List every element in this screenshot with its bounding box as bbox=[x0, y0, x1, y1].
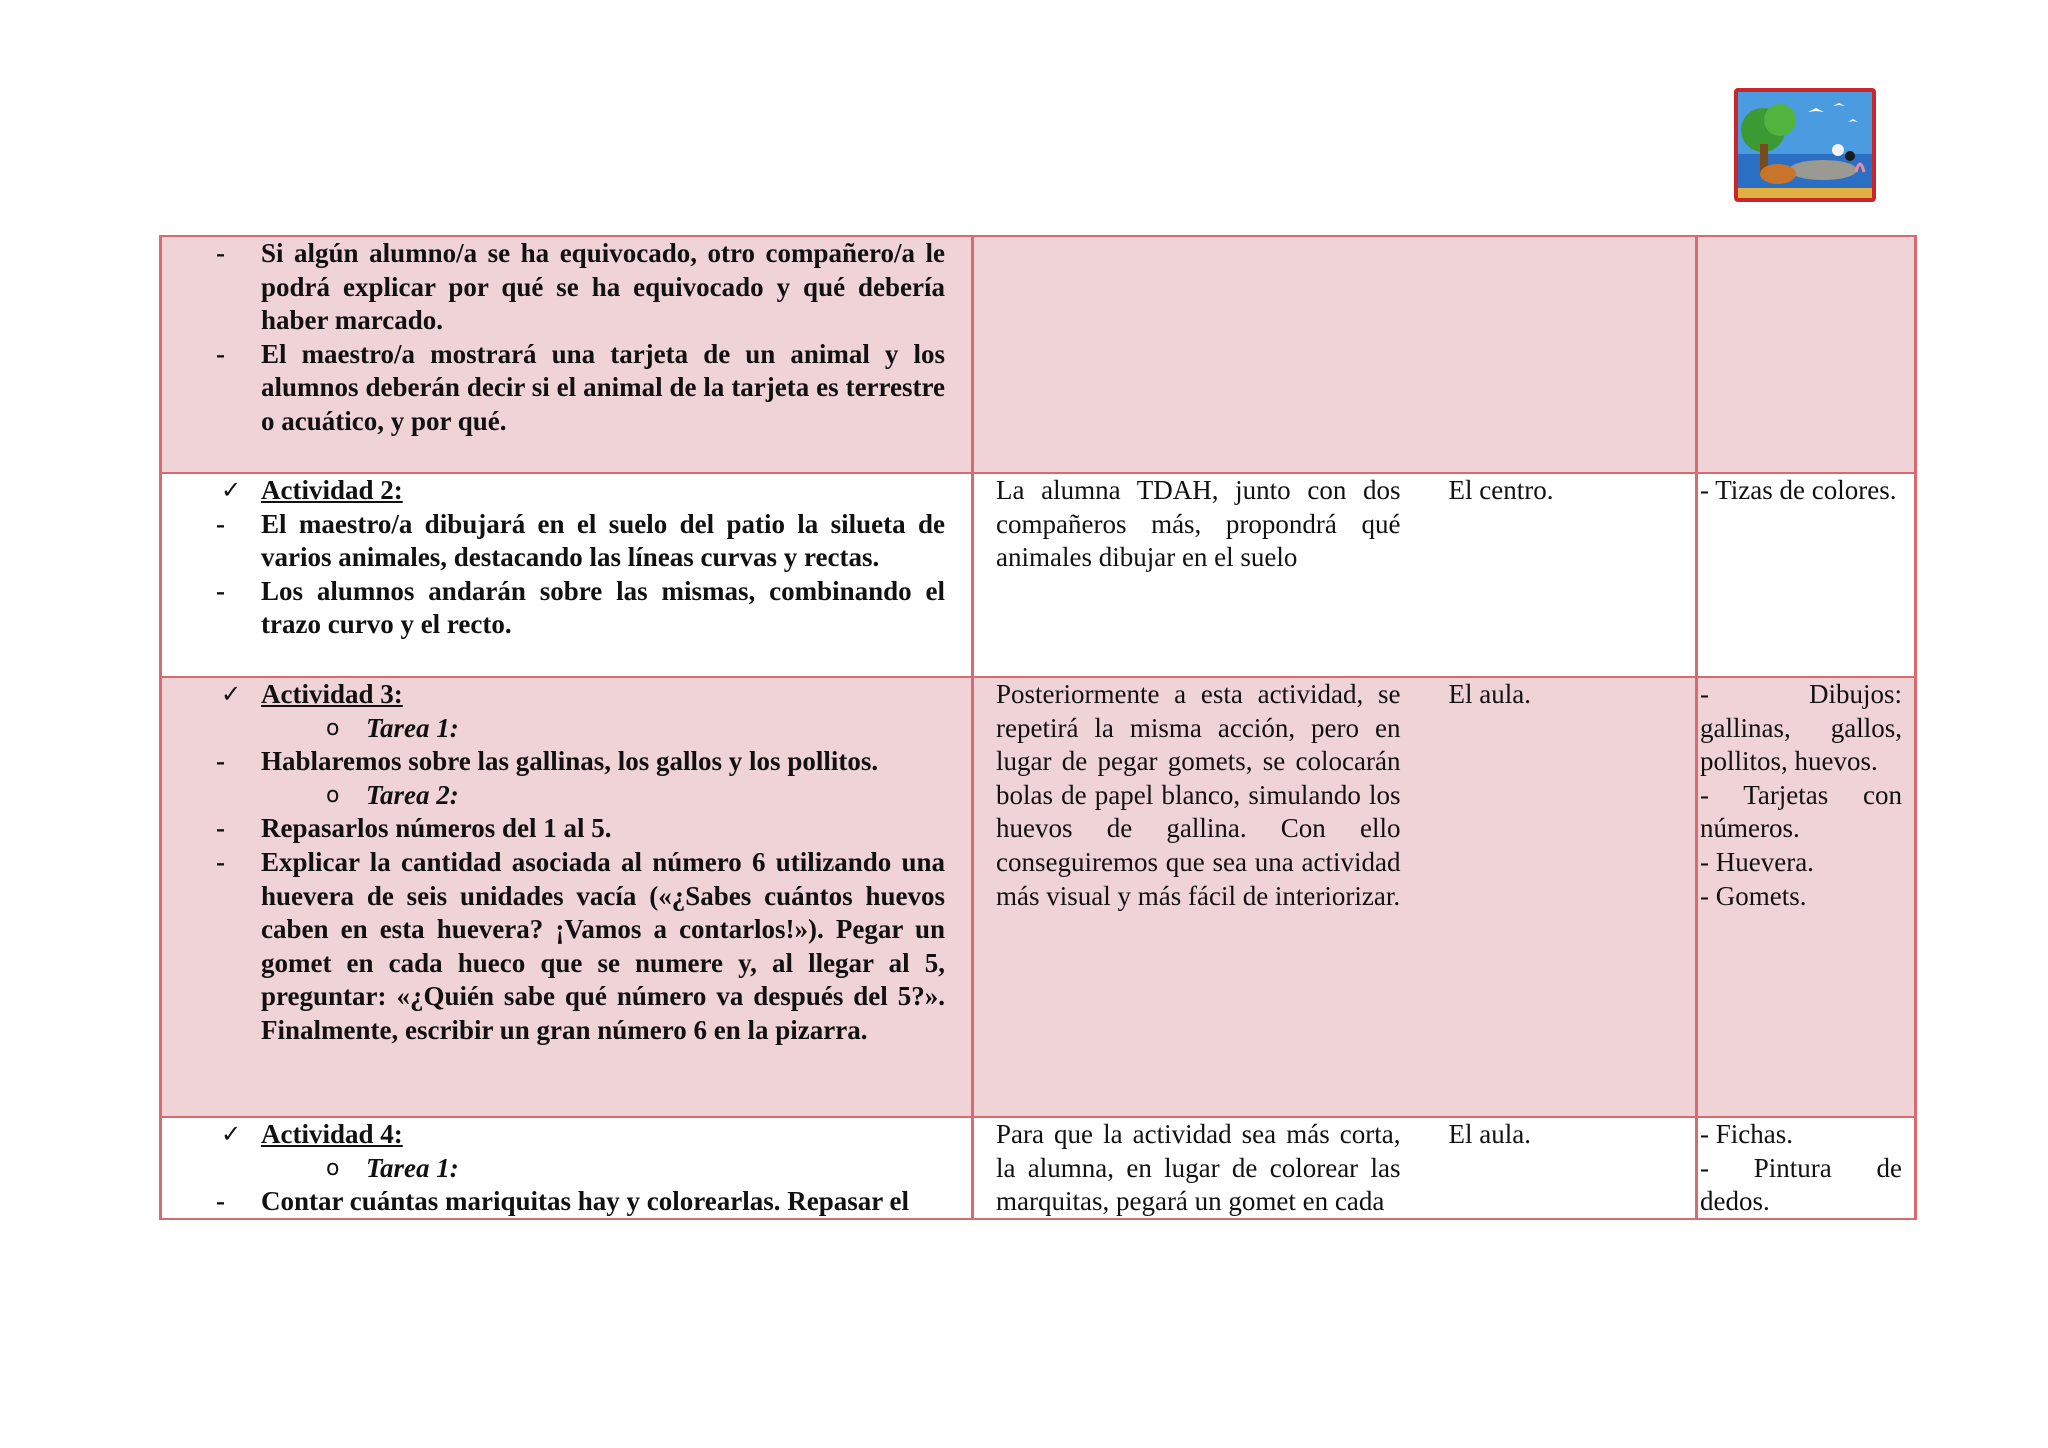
list-item: - Contar cuántas mariquitas hay y colorearlas. Repasar el bbox=[216, 1186, 909, 1217]
adaptation-cell bbox=[973, 236, 1421, 473]
resources-cell bbox=[1697, 473, 1916, 677]
table-row bbox=[161, 677, 1916, 1117]
bullet-circle-icon: o bbox=[326, 715, 340, 741]
place-cell: El aula. bbox=[1421, 1117, 1697, 1219]
activity-cell bbox=[161, 473, 973, 677]
check-icon: ✓ bbox=[221, 476, 242, 504]
resources-cell bbox=[1697, 677, 1916, 1117]
list-item: - El maestro/a dibujará en el suelo del patio la silueta de varios animales, destacando las líneas curvas y rectas. bbox=[216, 508, 945, 573]
illustration-logo bbox=[1734, 88, 1876, 202]
place-cell: El centro. bbox=[1421, 473, 1697, 677]
activity-heading: ✓ Actividad 3: bbox=[216, 678, 945, 712]
resource-item: - Tarjetas con números. bbox=[1700, 779, 1902, 844]
adaptation-cell: Para que la actividad sea más corta, la alumna, en lugar de colorear las marquitas, pegará un gomet en cada bbox=[973, 1117, 1421, 1219]
place-cell bbox=[1421, 236, 1697, 473]
table-row bbox=[161, 236, 1916, 473]
task-heading: o Tarea 1: bbox=[216, 712, 945, 746]
list-item: - Los alumnos andarán sobre las mismas, combinando el trazo curvo y el recto. bbox=[216, 575, 945, 640]
resource-item: - Pintura de dedos. bbox=[1700, 1152, 1902, 1217]
check-icon: ✓ bbox=[221, 680, 242, 708]
activity-cell bbox=[161, 236, 973, 473]
list-item: - El maestro/a mostrará una tarjeta de un animal y los alumnos deberán decir si el animal de la tarjeta es terrestre o acuático, y por qué. bbox=[216, 338, 945, 436]
resource-item: - Tizas de colores. bbox=[1700, 475, 1897, 505]
activity-heading: ✓ Actividad 2: bbox=[216, 474, 945, 508]
list-item: - Explicar la cantidad asociada al número 6 utilizando una huevera de seis unidades vacía («¿Sabes cuántos huevos caben en esta huevera? ¡Vamos a contarlos!»). Pegar un gomet en cada hueco que se numere y, al llegar al 5, preguntar: «¿Quién sabe qué número va después del 5?». Finalmente, escribir un gran número 6 en la pizarra. bbox=[216, 846, 945, 1045]
bullet-circle-icon: o bbox=[326, 782, 340, 808]
resources-cell bbox=[1697, 1117, 1916, 1219]
list-item: - Si algún alumno/a se ha equivocado, otro compañero/a le podrá explicar por qué se ha equivocado y qué debería haber marcado. bbox=[216, 238, 945, 336]
resource-item: - Dibujos: gallinas, gallos, pollitos, huevos. bbox=[1700, 679, 1902, 777]
resource-item: - Huevera. bbox=[1700, 846, 1814, 877]
resource-item: - Fichas. bbox=[1700, 1119, 1793, 1149]
adaptation-cell: La alumna TDAH, junto con dos compañeros más, propondrá qué animales dibujar en el suelo bbox=[973, 473, 1421, 677]
resources-cell bbox=[1697, 236, 1916, 473]
task-heading: o Tarea 2: bbox=[216, 779, 945, 813]
check-icon: ✓ bbox=[221, 1120, 242, 1148]
table-row bbox=[161, 1117, 1916, 1219]
activity-cell bbox=[161, 1117, 973, 1219]
list-item: - Hablaremos sobre las gallinas, los gallos y los pollitos. bbox=[216, 746, 879, 777]
resource-item: - Gomets. bbox=[1700, 880, 1807, 911]
activities-table bbox=[159, 235, 1917, 1220]
adaptation-cell: Posteriormente a esta actividad, se repetirá la misma acción, pero en lugar de pegar gomets, se colocarán bolas de papel blanco, simulando los huevos de gallina. Con ello conseguiremos que sea una actividad más visual y más fácil de interiorizar. bbox=[973, 677, 1421, 1117]
activity-cell bbox=[161, 677, 973, 1117]
bullet-circle-icon: o bbox=[326, 1155, 340, 1181]
task-heading: o Tarea 1: bbox=[216, 1152, 945, 1186]
activity-heading: ✓ Actividad 4: bbox=[216, 1118, 945, 1152]
table-row bbox=[161, 473, 1916, 677]
list-item: - Repasarlos números del 1 al 5. bbox=[216, 813, 612, 844]
place-cell: El aula. bbox=[1421, 677, 1697, 1117]
